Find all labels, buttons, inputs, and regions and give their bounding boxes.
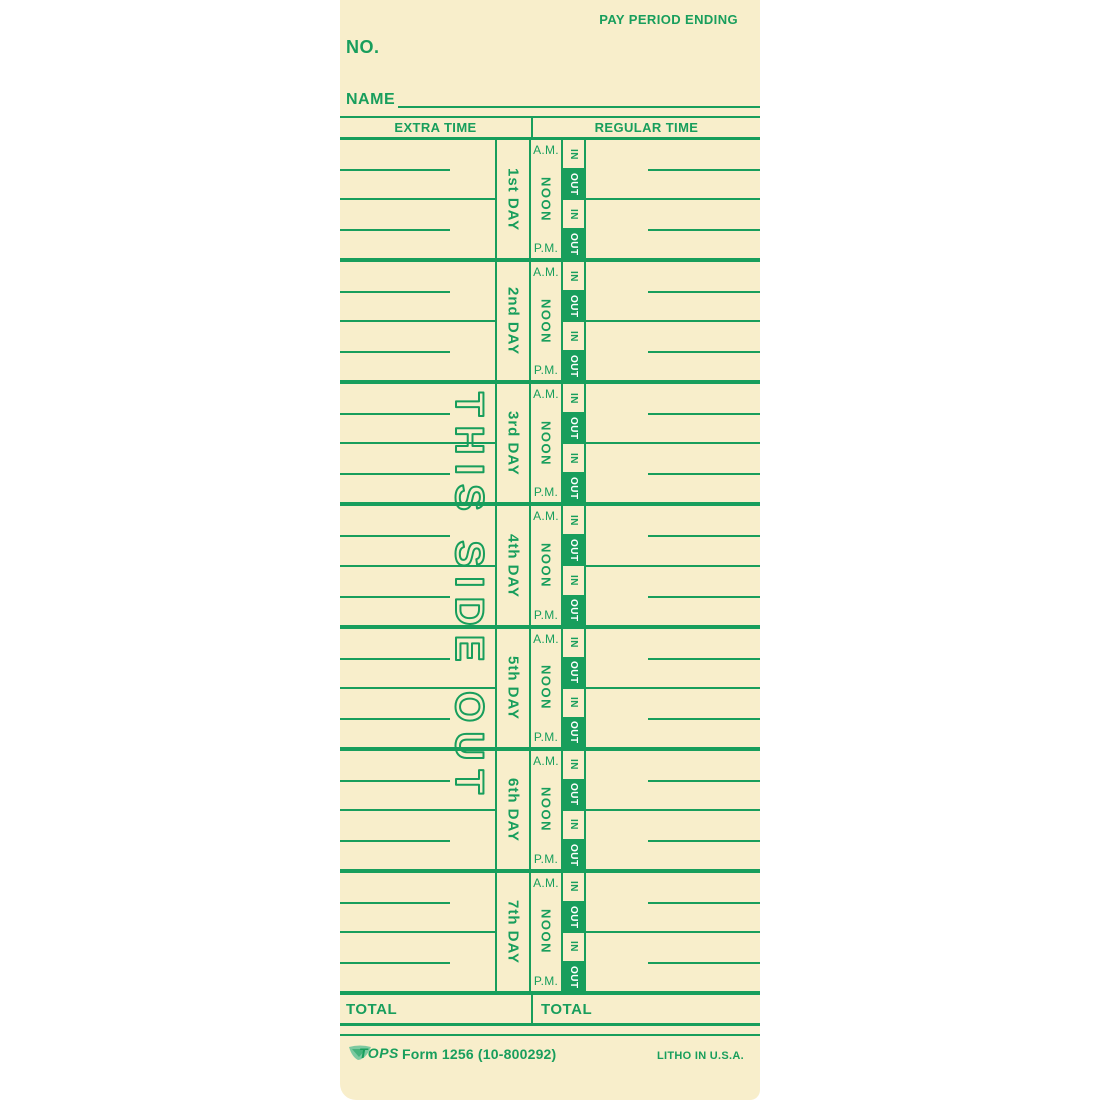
- out-label: OUT: [563, 779, 584, 809]
- extra-time-cell: [340, 262, 497, 380]
- extra-write-line: [340, 962, 450, 964]
- ampm-cell: [531, 629, 563, 747]
- regular-write-line: [648, 413, 760, 415]
- day-label: 1st DAY: [504, 167, 522, 231]
- am-label: A.M.: [533, 875, 559, 890]
- out-label: OUT: [563, 839, 584, 869]
- regular-am-half: [586, 751, 760, 811]
- inout-cell: [563, 262, 586, 380]
- bottom-double-rule: [340, 1034, 760, 1036]
- ampm-cell: [531, 506, 563, 624]
- regular-write-line: [648, 962, 760, 964]
- extra-time-cell: [340, 140, 497, 258]
- day-block: [340, 751, 760, 873]
- day-block: [340, 384, 760, 506]
- day-label: 2nd DAY: [504, 287, 522, 356]
- regular-write-line: [648, 229, 760, 231]
- regular-am-half: [586, 629, 760, 689]
- regular-am-half: [586, 506, 760, 566]
- regular-write-line: [648, 291, 760, 293]
- in-label: IN: [563, 320, 584, 350]
- regular-total-label: TOTAL: [541, 1000, 593, 1018]
- extra-am-half: [340, 140, 495, 200]
- regular-pm-half: [586, 689, 760, 747]
- out-label: OUT: [563, 717, 584, 747]
- regular-pm-half: [586, 811, 760, 869]
- day-label: 6th DAY: [504, 777, 522, 842]
- regular-time-cell: [586, 873, 760, 991]
- extra-write-line: [340, 535, 450, 537]
- out-label: OUT: [563, 290, 584, 320]
- regular-am-half: [586, 873, 760, 933]
- inout-cell: [563, 873, 586, 991]
- ampm-cell: [531, 140, 563, 258]
- noon-label: NOON: [538, 787, 554, 833]
- am-label: A.M.: [533, 143, 559, 157]
- out-label: OUT: [563, 472, 584, 502]
- regular-time-cell: [586, 384, 760, 502]
- regular-write-line: [648, 596, 760, 598]
- pm-label: P.M.: [533, 241, 559, 256]
- regular-write-line: [648, 473, 760, 475]
- regular-write-line: [648, 351, 760, 353]
- out-label: OUT: [563, 350, 584, 380]
- noon-label: NOON: [538, 909, 554, 955]
- pay-period-ending-label: PAY PERIOD ENDING: [599, 12, 738, 27]
- noon-label: NOON: [538, 665, 554, 711]
- regular-time-cell: [586, 140, 760, 258]
- in-label: IN: [563, 809, 584, 839]
- regular-pm-half: [586, 567, 760, 625]
- noon-label: NOON: [538, 176, 554, 222]
- regular-time-cell: [586, 751, 760, 869]
- ampm-cell: [531, 751, 563, 869]
- regular-time-cell: [586, 506, 760, 624]
- number-label: NO.: [346, 37, 380, 57]
- day-label-cell: [497, 384, 531, 502]
- extra-write-line: [340, 658, 450, 660]
- extra-pm-half: [340, 200, 495, 258]
- out-label: OUT: [563, 412, 584, 442]
- extra-pm-half: [340, 933, 495, 991]
- day-label: 7th DAY: [504, 899, 522, 964]
- form-number: Form 1256 (10-800292): [402, 1046, 557, 1062]
- regular-write-line: [648, 658, 760, 660]
- out-label: OUT: [563, 228, 584, 258]
- in-label: IN: [563, 687, 584, 717]
- column-headers: [340, 118, 760, 137]
- extra-write-line: [340, 351, 450, 353]
- day-grid: [340, 140, 760, 995]
- extra-write-line: [340, 596, 450, 598]
- extra-write-line: [340, 413, 450, 415]
- extra-write-line: [340, 473, 450, 475]
- out-label: OUT: [563, 595, 584, 625]
- pm-label: P.M.: [533, 485, 559, 500]
- am-label: A.M.: [533, 753, 559, 768]
- this-side-out-text: THIS SIDE OUT: [447, 392, 491, 794]
- in-label: IN: [568, 148, 579, 160]
- day-block: [340, 140, 760, 262]
- time-card: [340, 0, 760, 1100]
- regular-pm-half: [586, 322, 760, 380]
- pm-label: P.M.: [533, 973, 559, 988]
- noon-label: NOON: [538, 298, 554, 344]
- day-block: [340, 629, 760, 751]
- day-label-cell: [497, 751, 531, 869]
- inout-cell: [563, 629, 586, 747]
- this-side-out-watermark: [447, 386, 497, 806]
- regular-am-half: [586, 384, 760, 444]
- regular-write-line: [648, 902, 760, 904]
- day-label: 4th DAY: [504, 533, 522, 598]
- day-label: 3rd DAY: [504, 410, 522, 476]
- ampm-cell: [531, 262, 563, 380]
- extra-pm-half: [340, 811, 495, 869]
- day-label-cell: [497, 506, 531, 624]
- out-label: OUT: [563, 168, 584, 198]
- am-label: A.M.: [533, 387, 559, 402]
- extra-write-line: [340, 291, 450, 293]
- name-write-line: [398, 106, 760, 108]
- extra-total-label: TOTAL: [346, 1000, 398, 1018]
- day-block: [340, 873, 760, 995]
- regular-time-header: REGULAR TIME: [594, 120, 699, 135]
- in-label: IN: [563, 442, 584, 472]
- regular-pm-half: [586, 933, 760, 991]
- regular-write-line: [648, 840, 760, 842]
- regular-time-total-cell: [533, 995, 760, 1023]
- noon-label: NOON: [538, 542, 554, 588]
- inout-cell: [563, 384, 586, 502]
- day-label-cell: [497, 140, 531, 258]
- extra-write-line: [340, 840, 450, 842]
- ampm-cell: [531, 873, 563, 991]
- out-label: OUT: [563, 961, 584, 991]
- in-label: IN: [568, 881, 579, 893]
- day-label-cell: [497, 629, 531, 747]
- extra-write-line: [340, 169, 450, 171]
- in-label: IN: [568, 637, 579, 649]
- name-label: NAME: [346, 91, 396, 108]
- extra-write-line: [340, 229, 450, 231]
- inout-cell: [563, 140, 586, 258]
- regular-pm-half: [586, 200, 760, 258]
- regular-am-half: [586, 262, 760, 322]
- extra-am-half: [340, 873, 495, 933]
- regular-pm-half: [586, 444, 760, 502]
- regular-write-line: [648, 780, 760, 782]
- out-label: OUT: [563, 657, 584, 687]
- in-label: IN: [568, 514, 579, 526]
- extra-write-line: [340, 902, 450, 904]
- total-row: [340, 995, 760, 1026]
- regular-write-line: [648, 535, 760, 537]
- extra-am-half: [340, 262, 495, 322]
- inout-cell: [563, 506, 586, 624]
- am-label: A.M.: [533, 509, 559, 524]
- ampm-cell: [531, 384, 563, 502]
- extra-write-line: [340, 718, 450, 720]
- extra-write-line: [340, 780, 450, 782]
- out-label: OUT: [563, 534, 584, 564]
- day-label-cell: [497, 262, 531, 380]
- day-block: [340, 262, 760, 384]
- extra-time-total-cell: [340, 995, 533, 1023]
- day-label: 5th DAY: [504, 655, 522, 720]
- day-block: [340, 506, 760, 628]
- in-label: IN: [563, 198, 584, 228]
- in-label: IN: [568, 759, 579, 771]
- in-label: IN: [568, 270, 579, 282]
- regular-time-cell: [586, 262, 760, 380]
- pm-label: P.M.: [533, 729, 559, 744]
- extra-time-cell: [340, 873, 497, 991]
- in-label: IN: [568, 392, 579, 404]
- pm-label: P.M.: [533, 607, 559, 622]
- extra-time-header: EXTRA TIME: [340, 118, 533, 137]
- out-label: OUT: [563, 901, 584, 931]
- regular-write-line: [648, 718, 760, 720]
- am-label: A.M.: [533, 265, 559, 280]
- tops-logo: [348, 1044, 399, 1062]
- in-label: IN: [563, 931, 584, 961]
- regular-write-line: [648, 169, 760, 171]
- litho-label: LITHO IN U.S.A.: [657, 1050, 744, 1062]
- pm-label: P.M.: [533, 851, 559, 866]
- regular-am-half: [586, 140, 760, 200]
- inout-cell: [563, 751, 586, 869]
- in-label: IN: [563, 564, 584, 594]
- day-label-cell: [497, 873, 531, 991]
- noon-label: NOON: [538, 420, 554, 466]
- regular-time-cell: [586, 629, 760, 747]
- tops-logo-text: TOPS: [359, 1045, 399, 1061]
- am-label: A.M.: [533, 631, 559, 646]
- pm-label: P.M.: [533, 363, 559, 378]
- extra-pm-half: [340, 322, 495, 380]
